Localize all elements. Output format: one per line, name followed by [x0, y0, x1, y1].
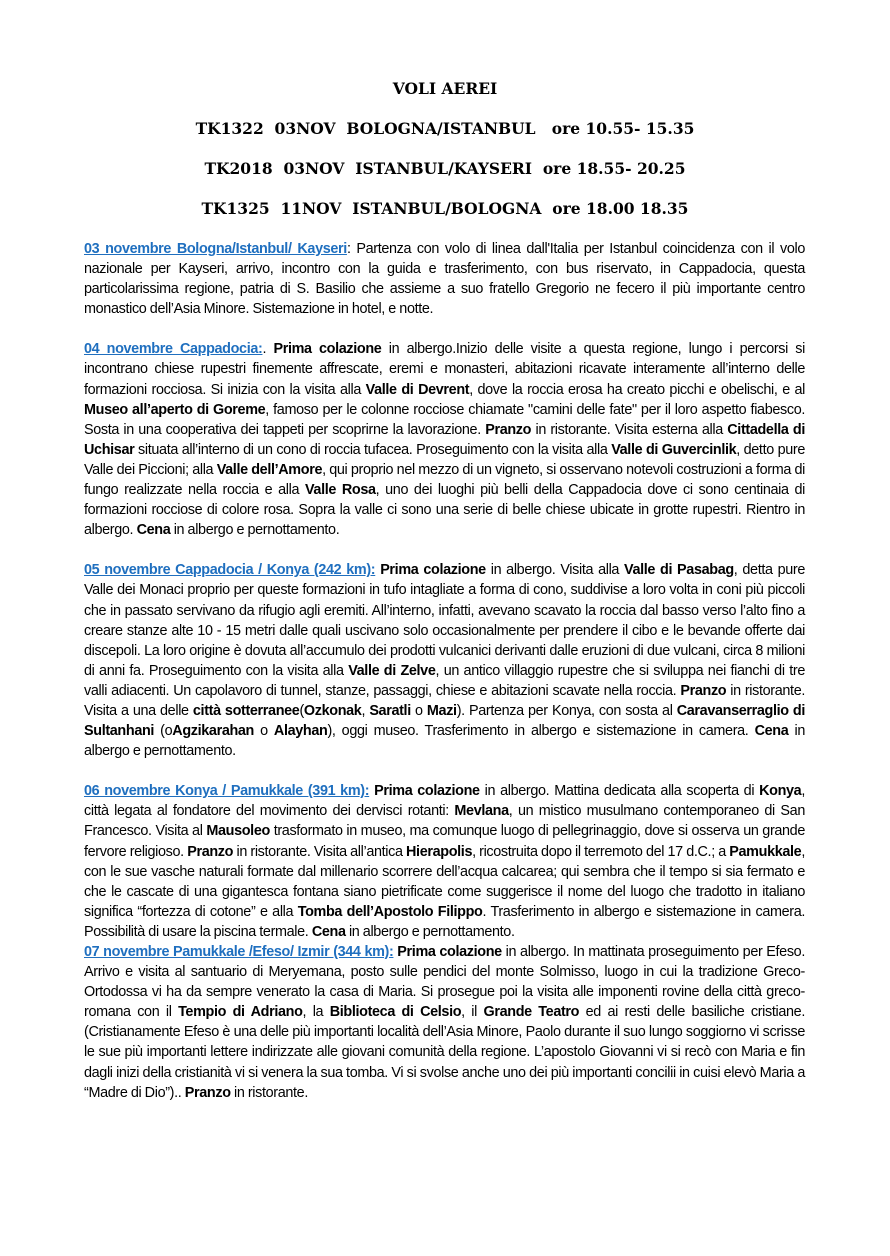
bold-text: Biblioteca di Celsio: [329, 1004, 462, 1021]
bold-text: Valle di Devrent: [365, 381, 470, 398]
day-paragraph: [84, 560, 805, 761]
bold-text: Valle dell’Amore: [216, 461, 323, 478]
bold-text: Valle di Guvercinlik: [611, 441, 737, 458]
body-text: in ristorante. Visita a una delle: [84, 682, 805, 719]
day-heading-link[interactable]: 07 novembre Pamukkale /Efeso/ Izmir (344 km):: [84, 944, 394, 960]
body-text: (: [299, 702, 304, 719]
bold-text: Cena: [136, 522, 171, 539]
body-text: in ristorante. Visita esterna alla: [531, 421, 728, 438]
body-text: in albergo e pernottamento.: [345, 923, 515, 940]
body-text: , detta pure Valle dei Monaci proprio per queste formazioni in tufo intagliate a forma di cono, suddivise a loro volta in coni più piccoli che in passato servivano da rifugio agli eremiti. All’interno, infatti, avevano scavato la roccia dal basso verso l’alto fino a creare stanze alte 10 - 15 metri dalle quali uscivano solo occasionalmente per prendere il cibo e le bevande offerte dai discepoli. La loro origine è dovuta all’accumulo dei prodotti vulcanici derivanti dalle eruzioni di due vulcani, circa 8 milioni di anni fa. Proseguimento con la visita alla: [84, 562, 805, 679]
bold-text: Museo all’aperto di Goreme: [84, 401, 266, 418]
body-text: : Partenza con volo di linea dall'Italia per Istanbul coincidenza con il volo nazionale per Kayseri, arrivo, incontro con la guida e trasferimento, con bus riservato, in Cappadocia, questa particolarissima regione, patria di S. Basilio che assieme a suo fratello Gregorio ne fecero il più importante centro monastico dell’Asia Minore. Sistemazione in hotel, e notte.: [84, 241, 805, 318]
body-text: in albergo.Inizio delle visite a questa regione, lungo i percorsi si incontrano chiese rupestri finemente affrescate, eremi e monasteri, abitazioni ricavate interamente all’interno delle formazioni rocciosa. Si inizia con la visita alla: [84, 341, 806, 398]
bold-text: Saratli: [369, 702, 411, 719]
body-text: in ristorante.: [230, 1084, 308, 1101]
bold-text: Pranzo: [184, 1084, 231, 1101]
body-text: , dove la roccia erosa ha creato picchi e obelischi, e al: [469, 381, 805, 398]
body-text: , ricostruita dopo il terremoto del 17 d.C.; a: [472, 843, 730, 860]
page-title: VOLI AEREI: [392, 79, 498, 98]
bold-text: Mausoleo: [206, 823, 270, 840]
bold-text: Tomba dell’Apostolo Filippo: [297, 903, 483, 920]
body-text: o: [410, 702, 427, 719]
body-text: .: [262, 341, 274, 358]
body-text: in albergo e pernottamento.: [84, 723, 805, 760]
flight-line-2: TK2018 03NOV ISTANBUL/KAYSERI ore 18.55- 20.25: [204, 159, 686, 178]
body-text: , città legata al fondatore del movimento dei dervisci rotanti:: [84, 783, 805, 820]
body-text: ). Partenza per Konya, con sosta al: [456, 702, 677, 719]
bold-text: Tempio di Adriano: [178, 1004, 303, 1021]
day-paragraph: [84, 239, 805, 319]
body-text: . Trasferimento in albergo e sistemazione in camera. Possibilità di usare la piscina termale.: [84, 903, 806, 940]
bold-text: Pamukkale: [729, 843, 802, 860]
bold-text: Pranzo: [187, 843, 234, 860]
body-text: situata all’interno di un cono di roccia tufacea. Proseguimento con la visita alla: [134, 441, 612, 458]
bold-text: Cena: [311, 923, 346, 940]
body-text: o: [254, 723, 274, 740]
bold-text: Mazi: [426, 702, 457, 719]
bold-text: Caravanserraglio di Sultanhani: [84, 702, 806, 740]
body-text: , la: [302, 1004, 330, 1021]
flight-line-3: TK1325 11NOV ISTANBUL/BOLOGNA ore 18.00 18.35: [201, 199, 689, 218]
bold-text: Ozkonak: [303, 702, 362, 719]
day-paragraph: [84, 942, 805, 1103]
bold-text: Prima colazione: [273, 341, 382, 358]
bold-text: Konya: [759, 783, 802, 800]
day-heading-link[interactable]: 05 novembre Cappadocia / Konya (242 km):: [84, 562, 376, 579]
bold-text: Hierapolis: [406, 843, 473, 860]
day-heading-link[interactable]: 03 novembre Bologna/Istanbul/ Kayseri: [84, 241, 347, 257]
day-heading-link[interactable]: 06 novembre Konya / Pamukkale (391 km):: [84, 783, 370, 800]
body-text: , un mistico musulmano contemporaneo di San Francesco. Visita al: [84, 803, 805, 840]
day-heading-link[interactable]: 04 novembre Cappadocia:: [84, 341, 263, 358]
bold-text: Cittadella di Uchisar: [84, 421, 805, 458]
day-paragraph: [84, 339, 805, 540]
bold-text: Valle di Pasabag: [624, 562, 734, 579]
body-text: , il: [461, 1004, 484, 1021]
bold-text: Pranzo: [485, 421, 532, 438]
bold-text: Mevlana: [454, 803, 509, 820]
bold-text: Valle di Zelve: [348, 662, 436, 679]
bold-text: Prima colazione: [380, 562, 486, 579]
bold-text: Alayhan: [273, 723, 328, 740]
bold-text: Prima colazione: [397, 944, 502, 960]
bold-text: Grande Teatro: [483, 1004, 580, 1021]
body-text: ed ai resti delle basiliche cristiane. (Cristianamente Efeso è una delle più importanti località dell’Asia Minore, Paolo durante il suo lungo soggiorno vi scrisse le sue più importanti lettere indirizzate alle giovani comunità della regione. L’apostolo Giovanni vi si recò con Maria e fin dagli inizi della cristianità vi si venera la sua tomba. Vi si svolse anche uno dei più importanti concilii in cuisi elevò Maria a “Madre di Dio”)..: [84, 1004, 805, 1101]
bold-text: Prima colazione: [374, 783, 480, 800]
flight-line-1: TK1322 03NOV BOLOGNA/ISTANBUL ore 10.55- 15.35: [195, 119, 695, 138]
day-paragraph: [84, 781, 805, 942]
body-text: (o: [154, 723, 173, 740]
body-text: in ristorante. Visita all’antica: [233, 843, 407, 860]
body-text: ,: [361, 702, 370, 719]
bold-text: Valle Rosa: [304, 482, 376, 499]
bold-text: Agzikarahan: [172, 723, 255, 740]
body-text: , uno dei luoghi più belli della Cappadocia dove ci sono centinaia di formazioni rocciose di colore rosa. Sopra la valle ci sono una serie di belle chiese ubicate in grotte rupestri. Rientro in albergo.: [84, 482, 805, 539]
body-text: in albergo. Visita alla: [485, 562, 625, 579]
body-text: , detto pure Valle dei Piccioni; alla: [84, 441, 805, 478]
body-text: in albergo e pernottamento.: [170, 522, 340, 539]
bold-text: città sotterranee: [192, 702, 300, 719]
bold-text: Cena: [754, 723, 789, 740]
body-text: trasformato in museo, ma comunque luogo di pellegrinaggio, dove si osserva un grande fervore religioso.: [84, 823, 805, 860]
bold-text: Pranzo: [680, 682, 727, 699]
body-text: , un antico villaggio rupestre che si sviluppa nei fianchi di tre valli adiacenti. Un capolavoro di tunnel, stanze, passaggi, chiese e abitazioni scavate nella roccia.: [84, 662, 805, 699]
body-text: in albergo. Mattina dedicata alla scoperta di: [479, 783, 760, 800]
body-text: in albergo. In mattinata proseguimento per Efeso. Arrivo e visita al santuario di Meryemana, posto sulle pendici del monte Solmisso, luogo in cui la tradizione Greco-Ortodossa vi ha da sempre venerato la casa di Maria. Si prosegue poi la visita alle imponenti rovine della città greco-romana con il: [84, 944, 805, 1021]
body-text: , famoso per le colonne rocciose chiamate "camini delle fate" per il loro aspetto fiabesco. Sosta in una cooperativa dei tappeti per scoprirne la lavorazione.: [84, 401, 805, 438]
itinerary-body: [84, 239, 805, 1103]
body-text: ), oggi museo. Trasferimento in albergo e sistemazione in camera.: [327, 723, 755, 740]
body-text: , qui proprio nel mezzo di un vigneto, si osservano notevoli costruzioni a forma di fungo realizzate nella roccia e alla: [84, 461, 805, 499]
body-text: , con le sue vasche naturali formate dal millenario scorrere dell’acqua calcarea; qui sembra che il tempo si sia fermato e che le cascate di una gigantesca fontana siano pietrificate come suggerisce il nome del luogo che tradotto in italiano significa “fortezza di cotone” e alla: [84, 843, 805, 920]
